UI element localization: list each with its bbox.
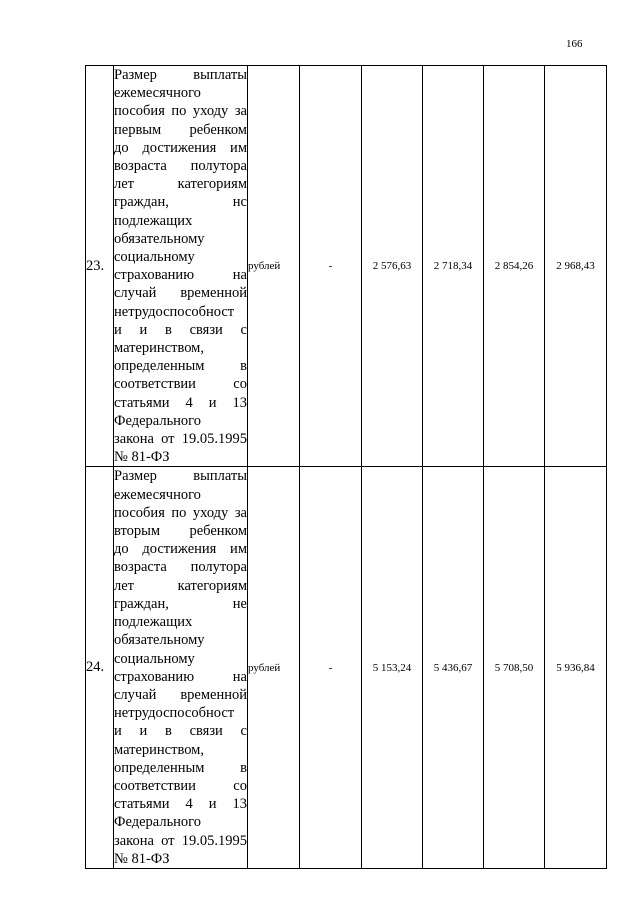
description-line: обязательному (114, 632, 205, 649)
description-line: социальному (114, 249, 195, 266)
description-line: ежемесячного (114, 486, 201, 503)
description-line: случай временной (114, 285, 247, 302)
description-line: граждан, нс (114, 194, 247, 211)
description-line: подлежащих (114, 614, 193, 631)
description-line: страхованию на (114, 267, 247, 284)
row-value-3: 5 708,50 (484, 467, 545, 868)
description-line: Федерального (114, 412, 202, 429)
description-line: статьями 4 и 13 (114, 394, 247, 411)
description-line: случай временной (114, 686, 247, 703)
row-description (114, 467, 248, 868)
description-line: первым ребенком (114, 121, 247, 138)
description-line: лет категориям (114, 577, 247, 594)
description-line: нетрудоспособност (114, 303, 235, 320)
row-value-4: 5 936,84 (545, 467, 607, 868)
description-line: возраста полутора (114, 158, 247, 175)
description-line: до достижения им (114, 541, 247, 558)
description-line: Федерального (114, 814, 202, 831)
row-unit: рублей (248, 467, 300, 868)
description-line: закона от 19.05.1995 (114, 832, 247, 849)
description-line: и и в связи с (114, 723, 247, 740)
row-value-1: 2 576,63 (362, 66, 423, 467)
description-line: пособия по уходу за (114, 504, 247, 521)
description-line: социальному (114, 650, 195, 667)
description-line: материнством, (114, 340, 204, 357)
description-line: обязательному (114, 230, 205, 247)
description-line: ежемесячного (114, 85, 201, 102)
description-line: страхованию на (114, 668, 247, 685)
description-line: вторым ребенком (114, 523, 247, 540)
row-value-2: 2 718,34 (423, 66, 484, 467)
page-number: 166 (566, 38, 583, 50)
description-line: статьями 4 и 13 (114, 796, 247, 813)
description-line: до достижения им (114, 139, 247, 156)
row-value-3: 2 854,26 (484, 66, 545, 467)
row-number: 24. (86, 467, 114, 868)
row-base-value: - (300, 66, 362, 467)
description-line: Размер выплаты (114, 67, 247, 83)
description-line: закона от 19.05.1995 (114, 431, 247, 448)
row-description (114, 66, 248, 467)
table-row (86, 467, 607, 868)
description-line: подлежащих (114, 212, 193, 229)
description-line: граждан, не (114, 595, 247, 612)
description-line: соответствии со (114, 777, 247, 794)
description-line: № 81-ФЗ (114, 850, 170, 867)
description-line: нетрудоспособност (114, 705, 235, 722)
description-line: возраста полутора (114, 559, 247, 576)
row-number: 23. (86, 66, 114, 467)
row-value-1: 5 153,24 (362, 467, 423, 868)
description-line: № 81-ФЗ (114, 449, 170, 466)
description-line: пособия по уходу за (114, 103, 247, 120)
table-row (86, 66, 607, 467)
row-value-2: 5 436,67 (423, 467, 484, 868)
description-line: Размер выплаты (114, 468, 247, 485)
row-value-4: 2 968,43 (545, 66, 607, 467)
row-base-value: - (300, 467, 362, 868)
description-line: определенным в (114, 358, 247, 375)
description-line: материнством, (114, 741, 204, 758)
description-line: соответствии со (114, 376, 247, 393)
description-line: и и в связи с (114, 321, 247, 338)
benefits-table (85, 65, 607, 869)
row-unit: рублей (248, 66, 300, 467)
description-line: определенным в (114, 759, 247, 776)
description-line: лет категориям (114, 176, 247, 193)
